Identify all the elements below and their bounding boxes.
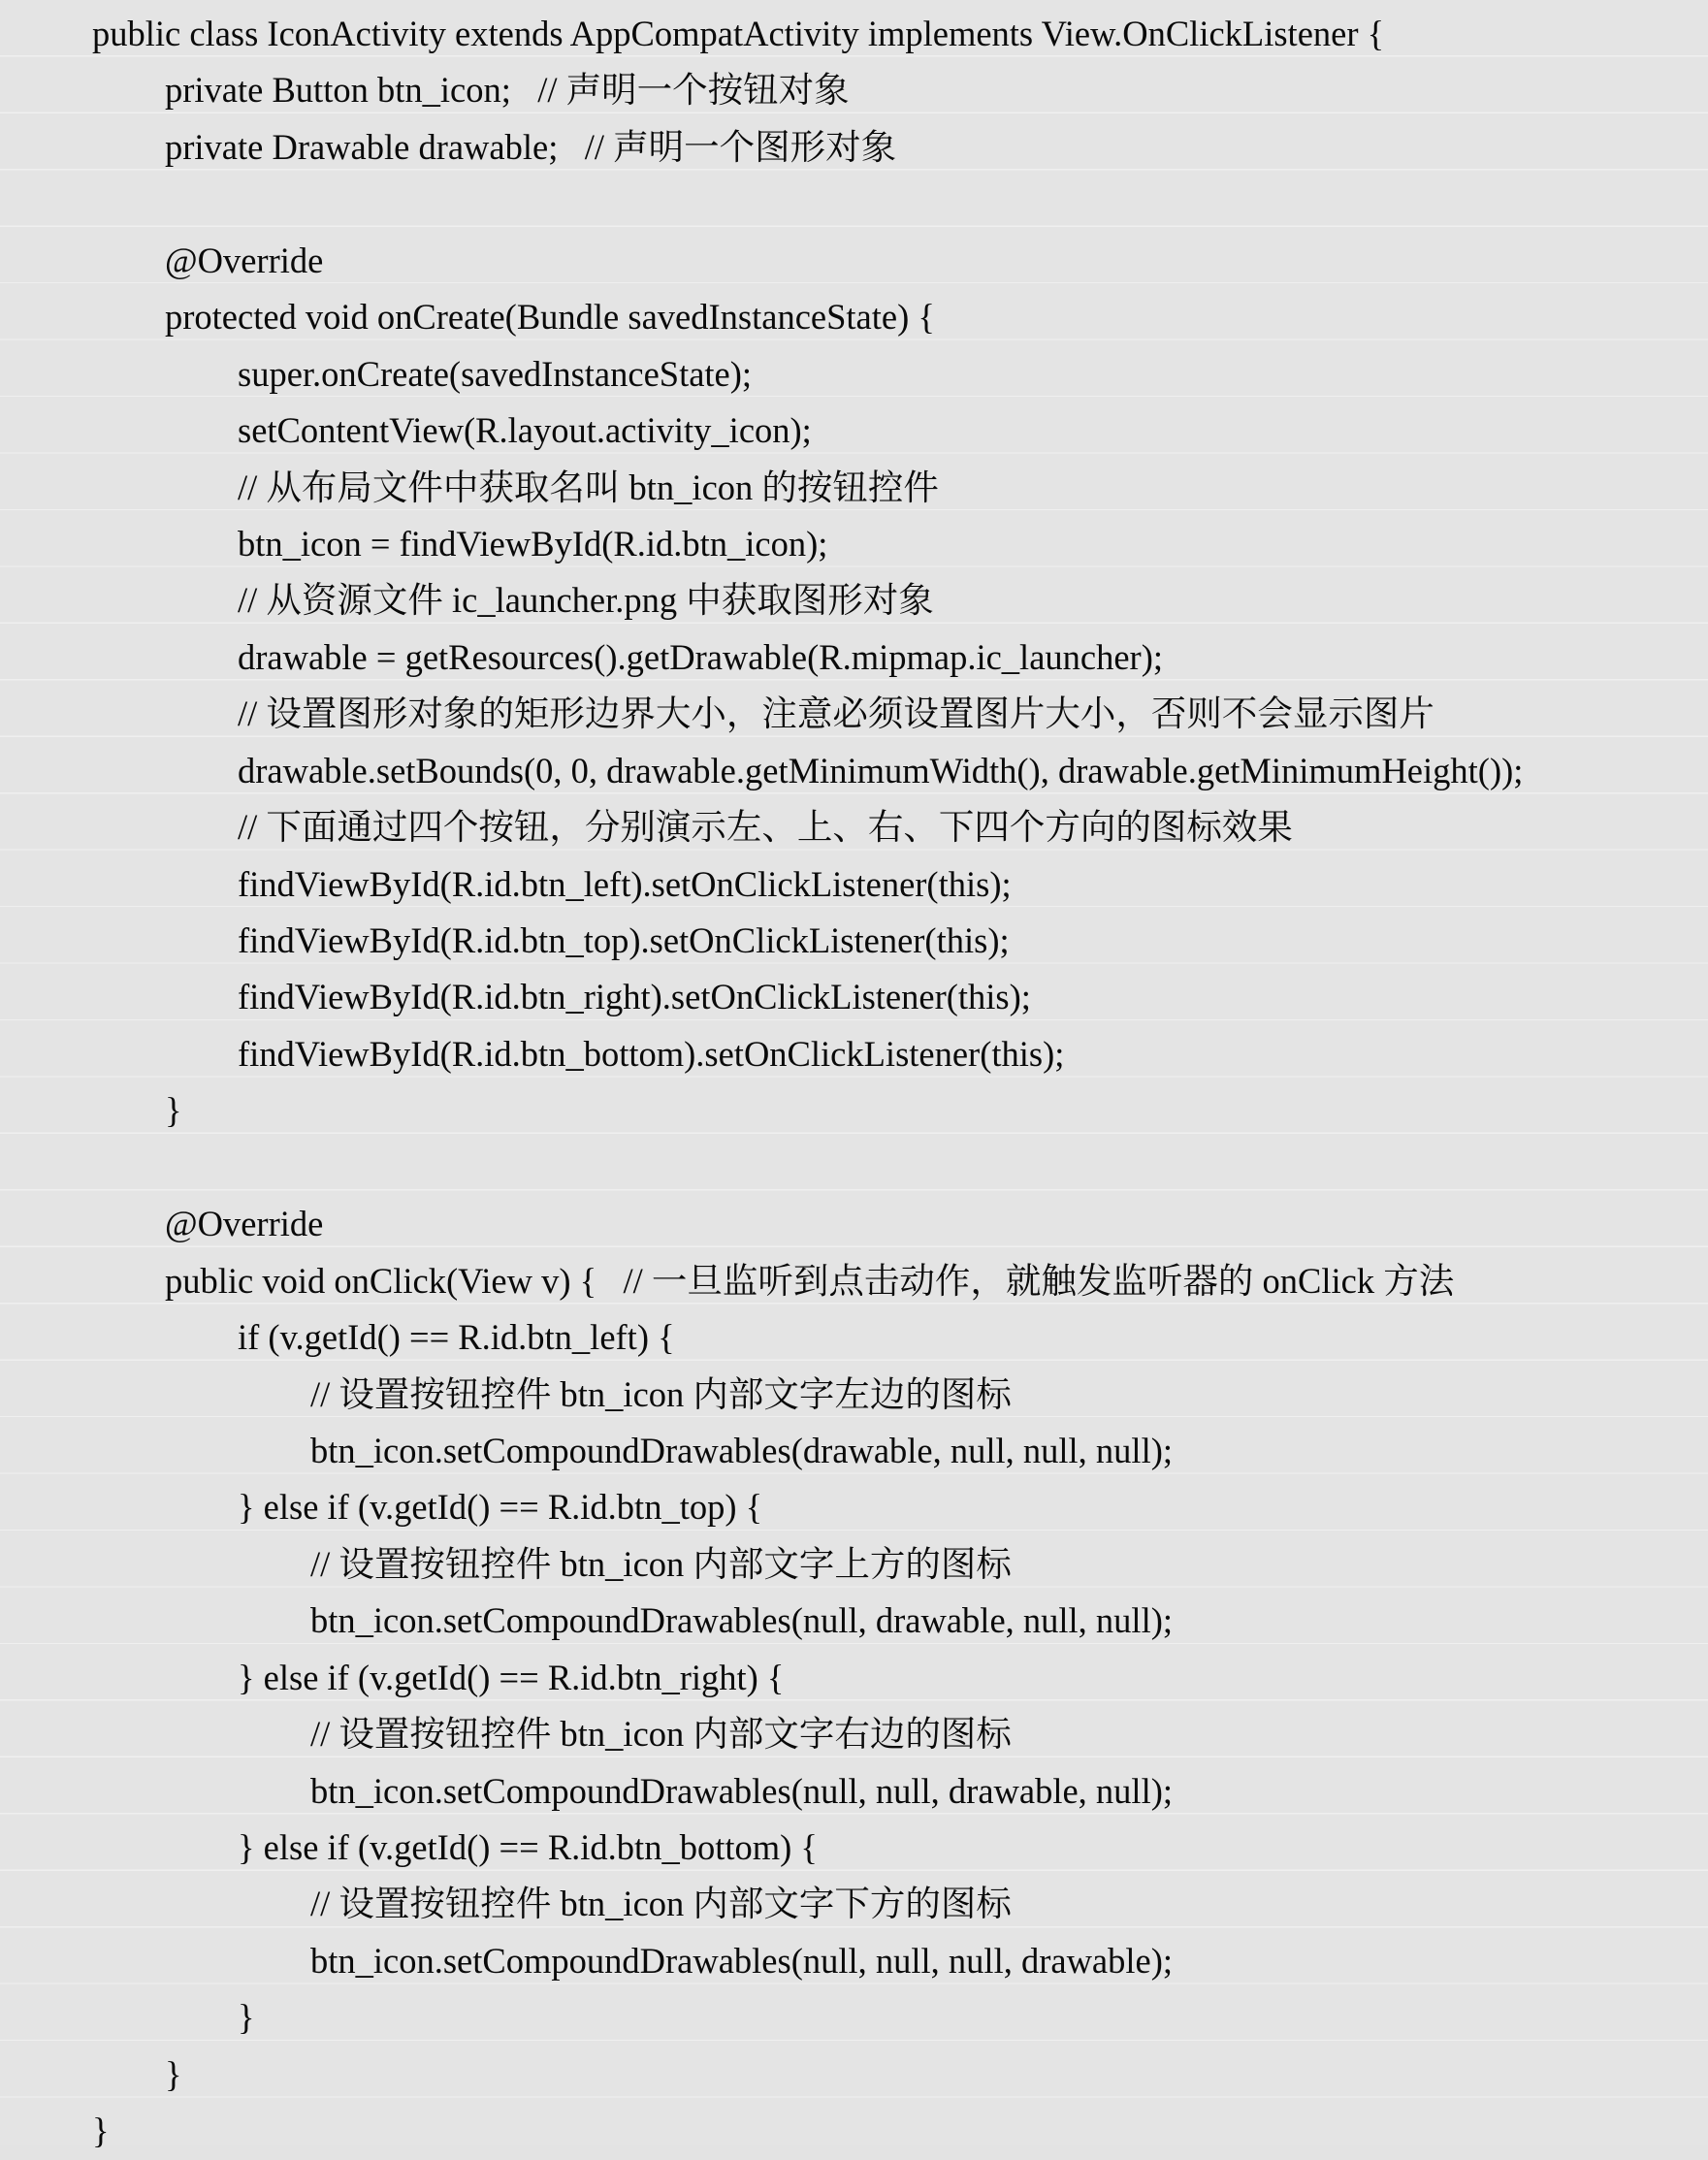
code-line: } else if (v.getId() == R.id.btn_bottom) {: [238, 1827, 818, 1867]
code-line: // 设置按钮控件 btn_icon 内部文字上方的图标: [310, 1543, 1012, 1584]
code-line: }: [92, 2111, 110, 2151]
code-line: findViewById(R.id.btn_right).setOnClickListener(this);: [238, 977, 1031, 1017]
code-line: findViewById(R.id.btn_top).setOnClickListener(this);: [238, 920, 1010, 960]
code-line: } else if (v.getId() == R.id.btn_right) {: [238, 1657, 785, 1697]
code-line: }: [165, 2053, 182, 2094]
code-line: protected void onCreate(Bundle savedInstanceState) {: [165, 297, 935, 338]
code-line: }: [238, 1997, 255, 2038]
code-line: private Drawable drawable; // 声明一个图形对象: [165, 126, 897, 167]
code-line: private Button btn_icon; // 声明一个按钮对象: [165, 70, 850, 111]
code-line: drawable.setBounds(0, 0, drawable.getMinimumWidth(), drawable.getMinimumHeight());: [238, 750, 1524, 790]
code-line: btn_icon.setCompoundDrawables(drawable, null, null, null);: [310, 1430, 1174, 1470]
code-line: } else if (v.getId() == R.id.btn_top) {: [238, 1487, 763, 1528]
code-line: // 设置按钮控件 btn_icon 内部文字右边的图标: [310, 1714, 1012, 1755]
code-line: public void onClick(View v) { // 一旦监听到点击动作，就触发监听器的 onClick 方法: [165, 1260, 1455, 1301]
code-line: btn_icon.setCompoundDrawables(null, drawable, null, null);: [310, 1600, 1174, 1641]
code-line: btn_icon = findViewById(R.id.btn_icon);: [238, 523, 828, 564]
code-line: [0, 1140, 1708, 1196]
code-line: if (v.getId() == R.id.btn_left) {: [238, 1317, 675, 1358]
code-line: @Override: [165, 240, 324, 280]
code-line: }: [165, 1090, 182, 1131]
code-block: [0, 6, 1708, 2151]
code-line: super.onCreate(savedInstanceState);: [238, 353, 753, 394]
code-line: // 设置按钮控件 btn_icon 内部文字左边的图标: [310, 1373, 1012, 1414]
code-line: // 从资源文件 ic_launcher.png 中获取图形对象: [238, 580, 934, 621]
code-line: @Override: [165, 1204, 324, 1244]
code-line: findViewById(R.id.btn_left).setOnClickListener(this);: [238, 863, 1012, 904]
code-line: btn_icon.setCompoundDrawables(null, null, drawable, null);: [310, 1770, 1174, 1811]
code-line: setContentView(R.layout.activity_icon);: [238, 410, 812, 451]
code-line: public class IconActivity extends AppCompatActivity implements View.OnClickListener {: [92, 14, 1385, 53]
code-line: // 设置按钮控件 btn_icon 内部文字下方的图标: [310, 1884, 1012, 1924]
code-line: // 设置图形对象的矩形边界大小，注意必须设置图片大小，否则不会显示图片: [238, 693, 1434, 734]
code-line: // 下面通过四个按钮，分别演示左、上、右、下四个方向的图标效果: [238, 807, 1293, 848]
code-line: [0, 176, 1708, 232]
code-line: drawable = getResources().getDrawable(R.mipmap.ic_launcher);: [238, 636, 1163, 677]
code-line: btn_icon.setCompoundDrawables(null, null, null, drawable);: [310, 1940, 1174, 1981]
code-line: findViewById(R.id.btn_bottom).setOnClickListener(this);: [238, 1033, 1065, 1074]
code-line: // 从布局文件中获取名叫 btn_icon 的按钮控件: [238, 467, 939, 507]
